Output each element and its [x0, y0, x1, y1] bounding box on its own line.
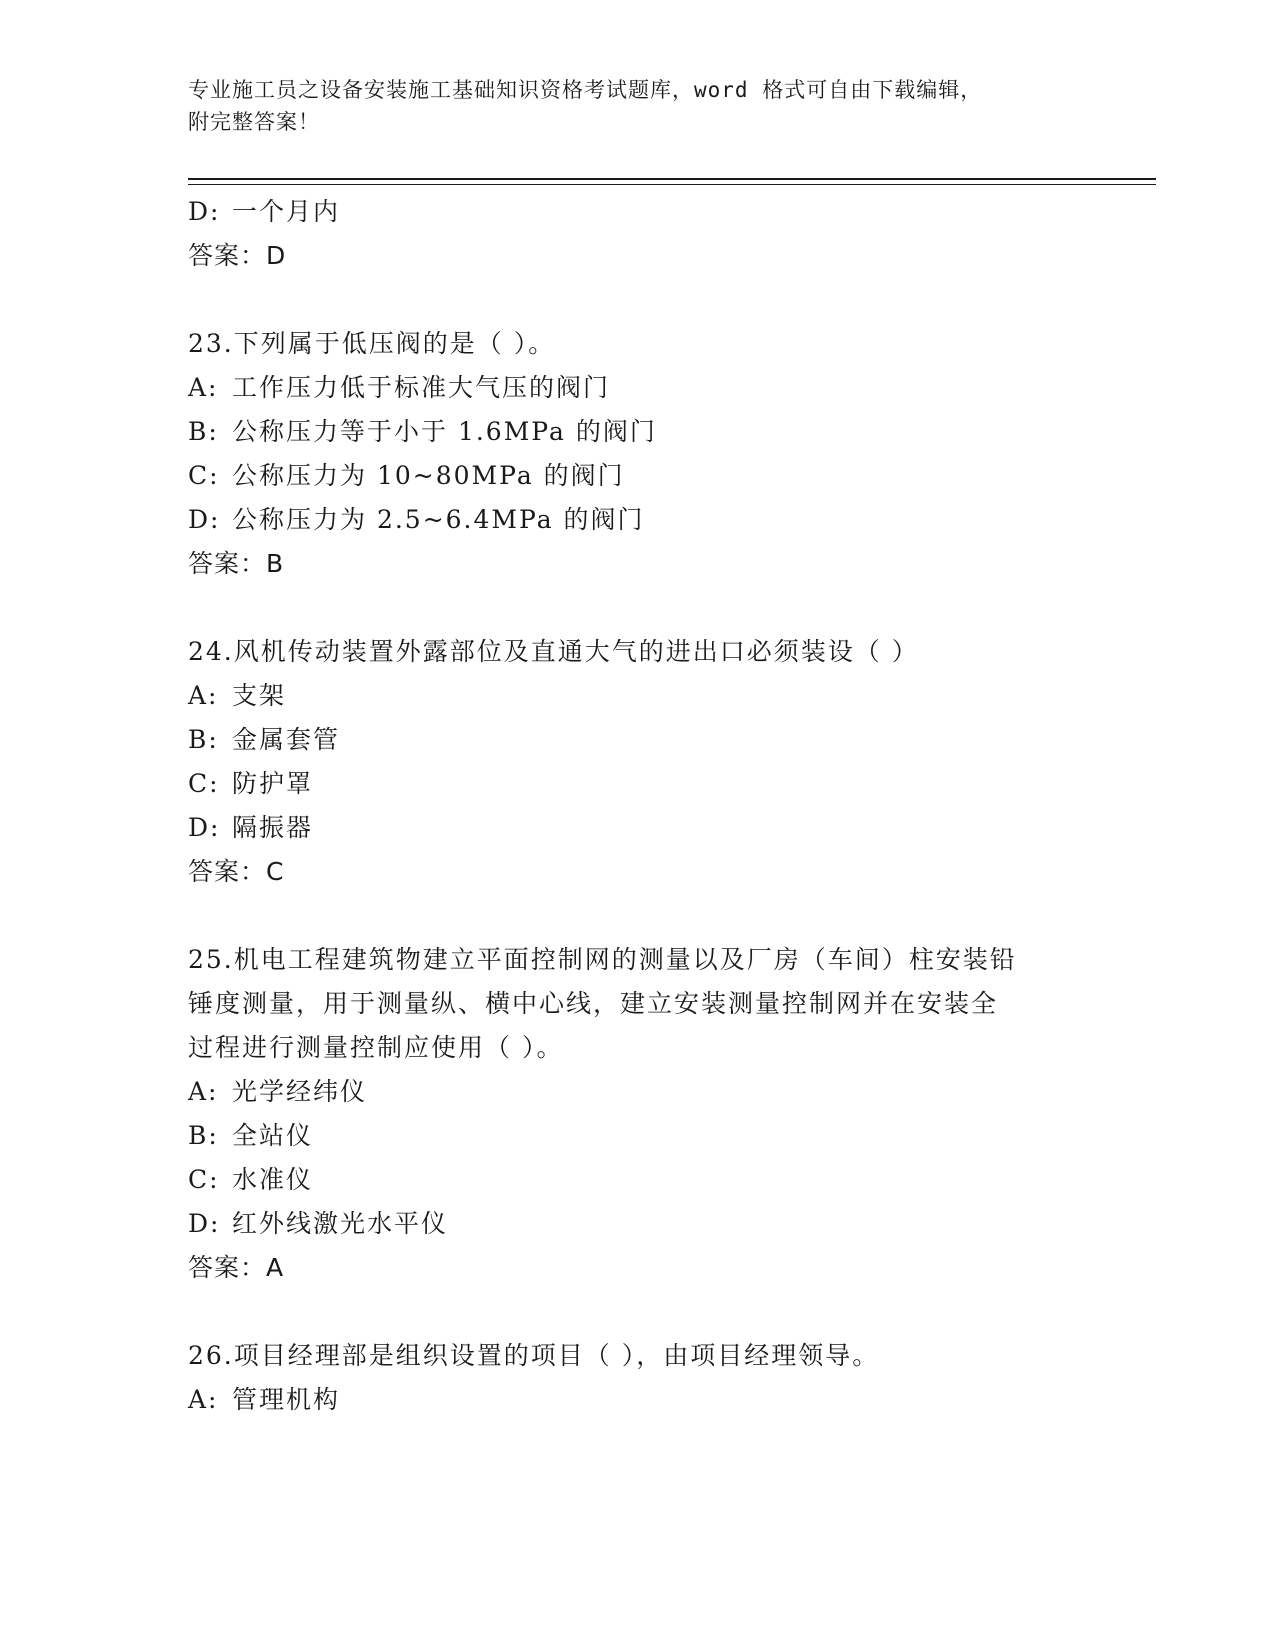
option-key: A:: [188, 1385, 219, 1414]
q25-answer: 答案：A: [188, 1253, 285, 1282]
prev-option-d: [188, 196, 340, 228]
q23-option-b: [188, 416, 657, 448]
q25-stem-line-2: 锤度测量，用于测量纵、横中心线，建立安装测量控制网并在安装全: [188, 989, 999, 1018]
option-key: B:: [188, 1121, 219, 1150]
q24-option-d: [188, 812, 313, 844]
option-text: 工作压力低于标准大气压的阀门: [232, 373, 611, 402]
option-key: B:: [188, 417, 219, 446]
option-text: 防护罩: [232, 769, 314, 798]
q24-answer: 答案：C: [188, 857, 285, 886]
option-text: 红外线激光水平仪: [232, 1209, 449, 1238]
q23-stem: 23.下列属于低压阀的是（ ）。: [188, 329, 556, 358]
option-key: B:: [188, 725, 219, 754]
header-divider-thick: [188, 178, 1156, 180]
q25-option-a: [188, 1076, 367, 1108]
option-text: 公称压力为 10~80MPa 的阀门: [232, 461, 625, 490]
q26-stem: 26.项目经理部是组织设置的项目（ ），由项目经理领导。: [188, 1341, 880, 1370]
option-text: 水准仪: [232, 1165, 314, 1194]
option-key: C:: [188, 1165, 220, 1194]
option-text: 全站仪: [232, 1121, 314, 1150]
option-key: C:: [188, 769, 220, 798]
q23-option-c: [188, 460, 625, 492]
q23-option-d: [188, 504, 645, 536]
option-key: A:: [188, 1077, 219, 1106]
option-text: 光学经纬仪: [232, 1077, 368, 1106]
option-text: 公称压力等于小于 1.6MPa 的阀门: [232, 417, 657, 446]
header-line-1: 专业施工员之设备安装施工基础知识资格考试题库，word 格式可自由下载编辑，: [188, 78, 983, 102]
q24-stem: 24.风机传动装置外露部位及直通大气的进出口必须装设（ ）: [188, 637, 919, 666]
q25-stem-line-1: 25.机电工程建筑物建立平面控制网的测量以及厂房（车间）柱安装铅: [188, 945, 1017, 974]
option-key: D:: [188, 813, 221, 842]
option-key: D:: [188, 197, 221, 226]
q25-option-b: [188, 1120, 313, 1152]
q23-answer: 答案：B: [188, 549, 285, 578]
option-key: A:: [188, 681, 219, 710]
q24-option-a: [188, 680, 286, 712]
q25-option-d: [188, 1208, 448, 1240]
q24-option-c: [188, 768, 313, 800]
option-key: D:: [188, 505, 221, 534]
q25-stem-line-3: 过程进行测量控制应使用（ ）。: [188, 1033, 564, 1062]
q23-option-a: [188, 372, 610, 404]
option-text: 一个月内: [232, 197, 341, 226]
q25-option-c: [188, 1164, 313, 1196]
header-divider-thin: [188, 184, 1156, 185]
option-text: 支架: [232, 681, 287, 710]
option-key: C:: [188, 461, 220, 490]
header-line-2: 附完整答案！: [188, 110, 320, 134]
prev-answer: 答案：D: [188, 241, 287, 270]
option-key: A:: [188, 373, 219, 402]
q24-option-b: [188, 724, 340, 756]
q26-option-a: [188, 1384, 340, 1416]
option-text: 公称压力为 2.5~6.4MPa 的阀门: [232, 505, 645, 534]
option-text: 管理机构: [232, 1385, 341, 1414]
option-key: D:: [188, 1209, 221, 1238]
option-text: 隔振器: [232, 813, 314, 842]
option-text: 金属套管: [232, 725, 341, 754]
document-header: [188, 74, 1088, 138]
